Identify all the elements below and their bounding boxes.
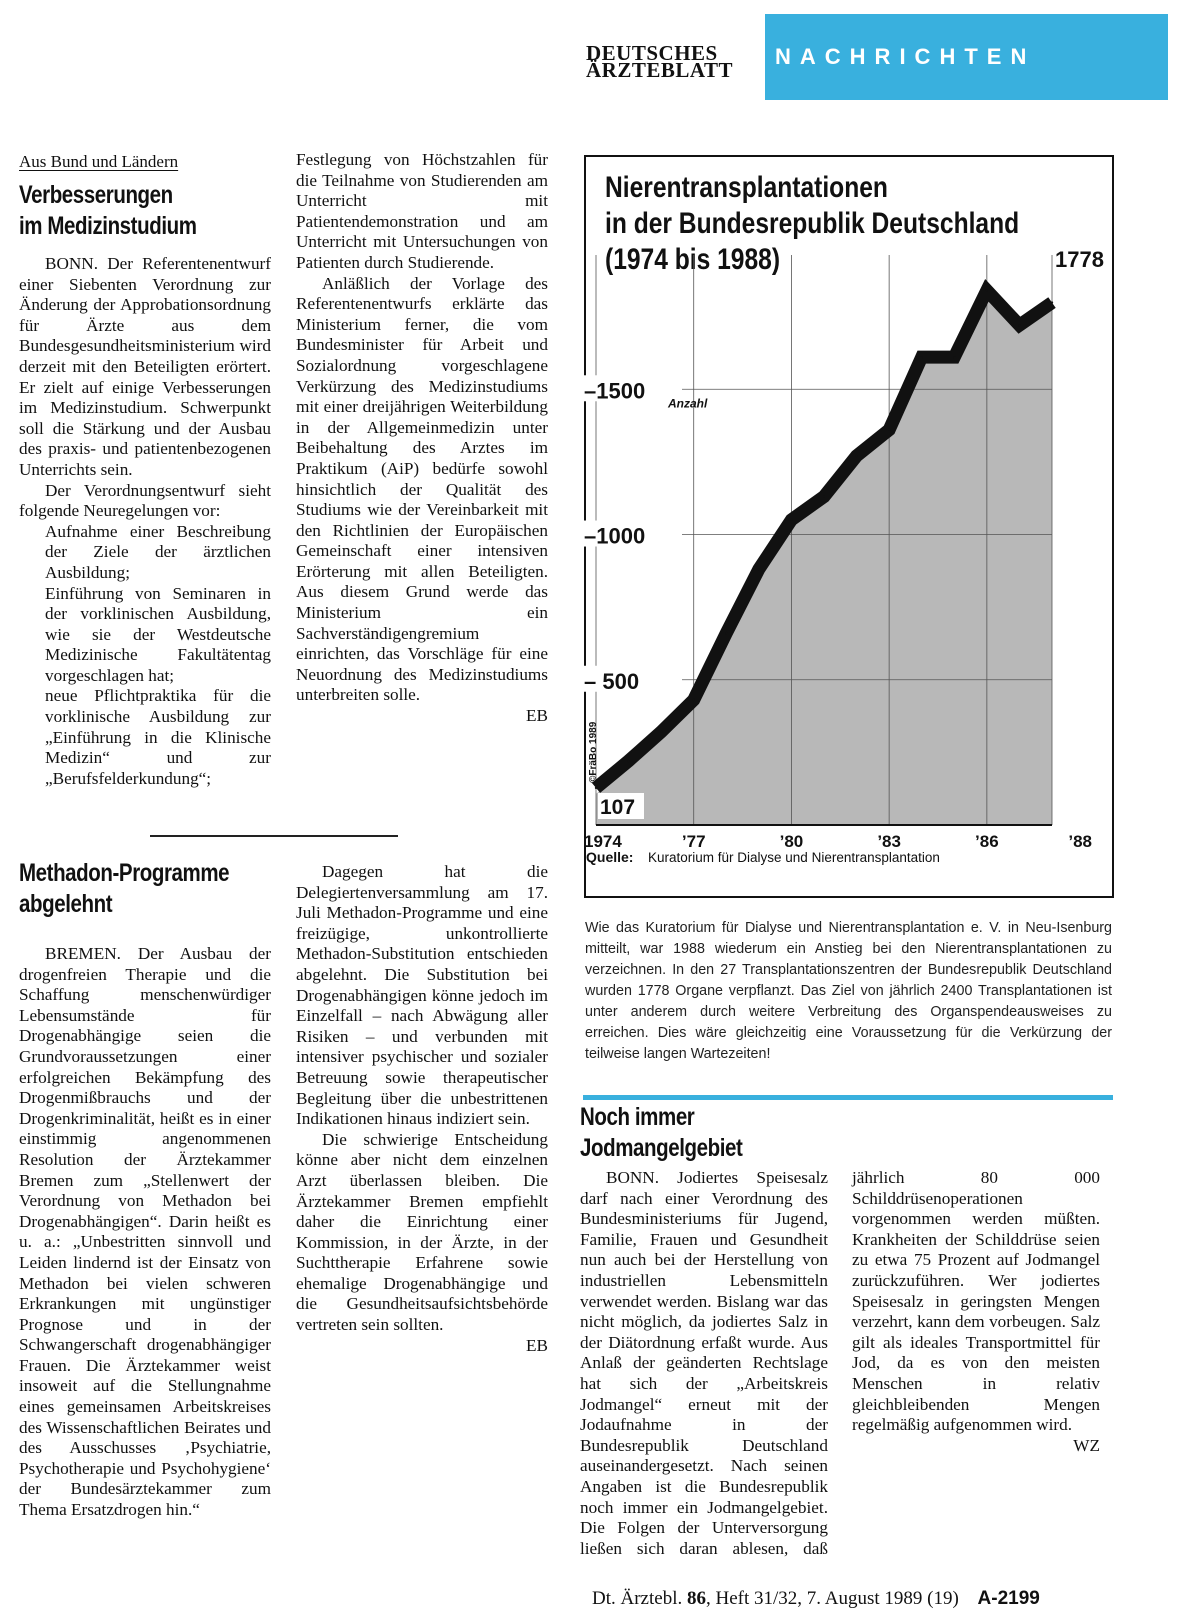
article3-paragraph: BONN. Jodiertes Speisesalz darf nach einer Verordnung des Bundesministeriums für Jugend, Familie, Frauen und Gesundheit nun auch bei der Herstellung von industriellen Lebensmitteln verwendet werden. Bislang war das nicht möglich, da jodiertes Salz in der Diätordnung erfaßt wurde. Aus Anlaß der geänderten Rechtslage hat sich der „Arbeitskreis Jodmangel“ erneut mit der Jodaufnahme in der Bundesrepublik Deutschland auseinandergesetzt. Nach seinen Angaben ist die Bundesrepublik noch immer ein Jodmangelgebiet. Die Folgen der Unterversorgung ließen sich daran ablesen, daß jährlich 80 000 Schilddrüsenoperationen vorgenommen werden müßten. Krankheiten der Schilddrüse seien zu etwa 75 Prozent auf Jodmangel zurückzuführen. Wer jodiertes Speisesalz in geringsten Mengen verzehrt, kann dem vorbeugen. Salz gilt als ideales Transportmittel für Jod, da es von den meisten Menschen in relativ gleichbleibenden Mengen regelmäßig aufgenommen wird. bbox=[580, 1168, 1100, 1558]
data-point bbox=[855, 455, 857, 457]
x-tick-label: 1974 bbox=[584, 832, 622, 851]
first-value-label: 107 bbox=[600, 796, 636, 819]
section-label: NACHRICHTEN bbox=[765, 14, 1168, 100]
data-point bbox=[953, 356, 955, 358]
article1-paragraph: BONN. Der Referentenentwurf einer Siebenten Verordnung zur Änderung der Approbationsordnung für Ärzte aus dem Bundesgesundheitsministerium wird derzeit mit den Beteiligten erörtert. Er zielt auf einige Verbesserungen im Medizinstudium. Schwerpunkt soll die Stärkung und der Ausbau des praxis- und patientenbezogenen Unterrichts sein. bbox=[19, 254, 271, 479]
y-tick-label: –1500 bbox=[584, 378, 646, 404]
page-footer bbox=[592, 1588, 1040, 1610]
article3-signature: WZ bbox=[1073, 1435, 1100, 1455]
rubric: Aus Bund und Ländern bbox=[19, 152, 179, 171]
article3-title-line1: Noch immer bbox=[580, 1103, 695, 1131]
article2-column1 bbox=[19, 944, 271, 1554]
chart-caption: Wie das Kuratorium für Dialyse und Nierentransplantation e. V. in Neu-Isenburg mitteilt, war 1988 wiederum ein Anstieg bei den Nierentransplantationen zu verzeichnen. In den 27 Transplantationszentren der Bundesrepublik Deutschland wurden 1778 Organe verpflanzt. Das Ziel von jährlich 2400 Transplantationen ist unter anderem durch weitere Verbreitung des Organspendeausweises zu erreichen. Dies wäre gleichzeitig eine Voraussetzung für die Verkürzung der teilweise langen Wartezeiten! bbox=[585, 920, 1112, 1062]
data-point bbox=[758, 568, 760, 570]
x-tick-label: ’83 bbox=[877, 832, 901, 851]
x-tick-label: ’86 bbox=[975, 832, 999, 851]
y-tick-label: –1000 bbox=[584, 523, 646, 549]
article1-paragraph: Anläßlich der Vorlage des Referentenentwurfs erklärte das Ministerium ferner, die vom Bundesminister für Arbeit und Sozialordnung vorgeschlagene Verkürzung des Medizinstudiums mit einer dreijährigen Weiterbildung in der Allgemeinmedizin unter Beibehaltung des Arztes im Praktikum (AiP) bedürfe sowohl hinsichtlich der Qualität des Studiums wie der Vereinbarkeit mit den Richtlinien der Europäischen Gemeinschaft einer intensiven Erörterung mit allen Beteiligten. Aus diesem Grund werde das Ministerium ein Sachverständigengremium einrichten, das Vorschläge für eine Neuordnung des Medizinstudiums unterbreiten solle. bbox=[296, 273, 548, 705]
article2-paragraph: Die schwierige Entscheidung könne aber nicht dem einzelnen Arzt überlassen bleiben. Die Ärztekammer Bremen empfiehlt daher die Einrichtung einer Kommission, in der Ärzte, in der Suchttherapie Erfahrene sowie ehemalige Drogenabhängige und die Gesundheitsaufsichtsbehörde vertreten sein sollten. bbox=[296, 1129, 548, 1335]
x-tick-label: ’88 bbox=[1068, 832, 1092, 851]
data-point bbox=[888, 429, 890, 431]
footer-page-number: A-2199 bbox=[977, 1588, 1040, 1609]
article1-column1 bbox=[19, 254, 271, 788]
article1-title bbox=[19, 180, 197, 242]
last-value-label: 1778 bbox=[1055, 247, 1104, 272]
masthead-line1: DEUTSCHES bbox=[586, 41, 718, 65]
chart-title-line2: in der Bundesrepublik Deutschland bbox=[605, 207, 1020, 240]
article1-signature: EB bbox=[526, 706, 548, 726]
copyright-label: ©FräBo 1989 bbox=[588, 721, 599, 783]
article1-list-item: Festlegung von Höchstzahlen für die Teilnahme von Studierenden am Unterricht mit Patientendemonstration und am Unterricht mit Untersuchungen von Patienten durch Studierende. bbox=[296, 150, 548, 272]
data-point bbox=[986, 289, 988, 291]
data-point bbox=[921, 356, 923, 358]
data-point bbox=[693, 699, 695, 701]
article3-title-line2: Jodmangelgebiet bbox=[580, 1134, 743, 1162]
source-text: Kuratorium für Dialyse und Nierentransplantation bbox=[648, 850, 940, 865]
article3-body bbox=[580, 1168, 1100, 1568]
article2-title-line2: abgelehnt bbox=[19, 890, 113, 918]
chart-title-line3: (1974 bis 1988) bbox=[605, 243, 781, 276]
data-point bbox=[725, 632, 727, 634]
chart-title-line1: Nierentransplantationen bbox=[605, 171, 888, 204]
article2-paragraph: BREMEN. Der Ausbau der drogenfreien Therapie und die Schaffung menschenwürdiger Lebensumstände für Drogenabhängige seien die Grundvoraussetzungen einer erfolgreichen Bekämpfung des Drogenmißbrauchs und der Drogenkriminalität, heißt es in einer einstimmig angenommenen Resolution der Ärztekammer Bremen zum „Stellenwert der Verordnung von Methadon bei Drogenabhängigen“. Darin heißt es u. a.: „Unbestritten sinnvoll und Leiden lindernd ist der Einsatz von Methadon bei vielen schweren Erkrankungen mit ungünstiger Prognose und in der Schwangerschaft drogenabhängiger Frauen. Die Ärztekammer weist insoweit auf die Stellungnahme eines gemeinsamen Arbeitskreises des Wissenschaftlichen Beirates und des Ausschusses ‚Psychiatrie, Psychotherapie und Psychohygiene‘ der Bundesärztekammer zum Thema Ersatzdrogen hin.“ bbox=[19, 944, 271, 1520]
y-tick-label: – 500 bbox=[584, 668, 640, 694]
footer-volume: 86 bbox=[686, 1588, 706, 1609]
data-point bbox=[1051, 301, 1053, 303]
article2-column2 bbox=[296, 862, 548, 1356]
divider bbox=[150, 835, 398, 837]
data-point bbox=[1018, 324, 1020, 326]
y-axis-label: Anzahl bbox=[668, 396, 708, 411]
article1-title-line2: im Medizinstudium bbox=[19, 212, 197, 240]
footer-issue: , Heft 31/32, 7. August 1989 (19) bbox=[705, 1588, 959, 1609]
masthead bbox=[586, 41, 756, 82]
article2-title bbox=[19, 858, 229, 920]
article3-title bbox=[580, 1102, 742, 1164]
x-tick-label: ’77 bbox=[681, 832, 706, 851]
article1-title-line1: Verbesserungen bbox=[19, 181, 173, 209]
article1-list-item: neue Pflichtpraktika für die vorklinische Ausbildung zur „Einführung in die Klinische Medizin“ und zur „Berufsfelderkundung“; bbox=[45, 686, 271, 788]
footer-journal: Dt. Ärztebl. bbox=[592, 1588, 683, 1609]
x-tick-label: ’80 bbox=[779, 832, 804, 851]
divider-blue bbox=[583, 1095, 1113, 1100]
article1-list-item: Aufnahme einer Beschreibung der Ziele der ärztlichen Ausbildung; bbox=[45, 521, 271, 582]
data-point bbox=[627, 760, 629, 762]
article2-paragraph: Dagegen hat die Delegiertenversammlung am 17. Juli Methadon-Programme und eine freizügige, unkontrollierte Methadon-Substitution entschieden abgelehnt. Die Substitution bei Drogenabhängigen könne jedoch im Einzelfall – nach Abwägung aller Risiken – und verbunden mit intensiver psychischer und sozialer Betreuung sowie therapeutischer Begleitung über die unbestrittenen Indikationen hinaus indiziert sein. bbox=[296, 862, 548, 1129]
data-point bbox=[823, 495, 825, 497]
article1-list-item: Einführung von Seminaren in der vorklinischen Ausbildung, wie sie der Westdeutsche Medizinische Fakultätentag vorgeschlagen hat; bbox=[45, 583, 271, 685]
data-point bbox=[790, 519, 792, 521]
article2-title-line1: Methadon-Programme bbox=[19, 859, 230, 887]
article1-column2 bbox=[296, 150, 548, 727]
source-label: Quelle: bbox=[586, 849, 634, 865]
article1-paragraph: Der Verordnungsentwurf sieht folgende Neuregelungen vor: bbox=[19, 480, 271, 521]
transplant-chart bbox=[584, 155, 1114, 898]
article2-signature: EB bbox=[526, 1335, 548, 1355]
data-point bbox=[660, 731, 662, 733]
masthead-line2: ÄRZTEBLATT bbox=[586, 58, 733, 82]
data-point bbox=[595, 787, 597, 789]
